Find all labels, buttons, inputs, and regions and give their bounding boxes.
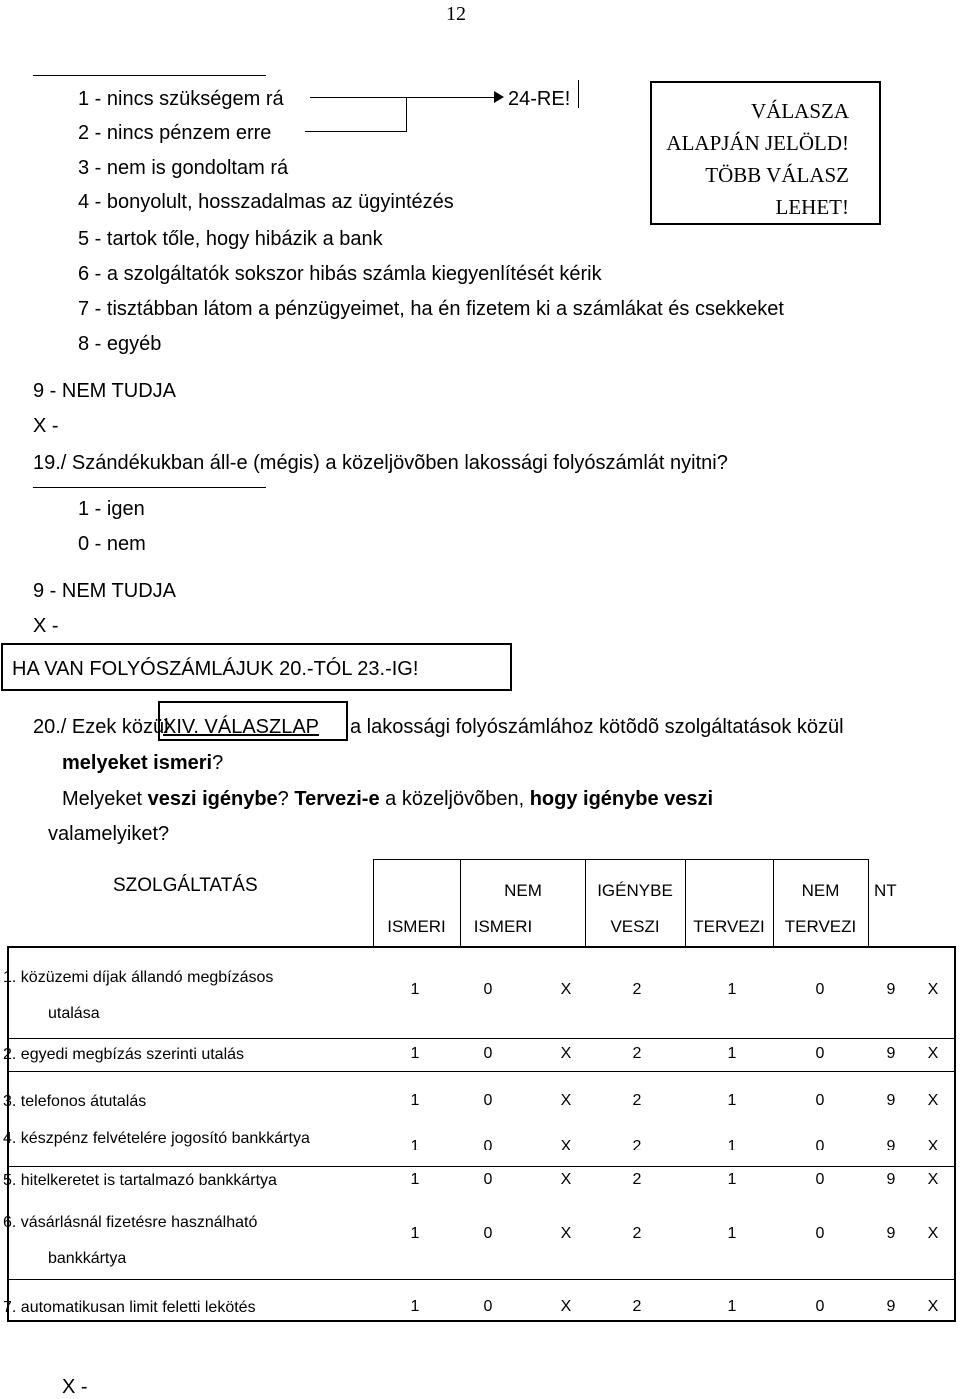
q19-x-label: X - xyxy=(33,615,59,637)
row-3-label xyxy=(3,1092,146,1112)
arrow-right-icon xyxy=(494,91,504,103)
row-3-num: 3. xyxy=(3,1093,17,1110)
row-divider xyxy=(7,1166,956,1167)
rule xyxy=(33,75,266,76)
table-rule xyxy=(373,859,869,860)
header-tervezi-2: TERVEZI xyxy=(784,917,857,936)
row-4-num: 4. xyxy=(3,1130,17,1147)
header-ismeri-2: ISMERI xyxy=(473,917,533,936)
dont-know-option: 9 - NEM TUDJA xyxy=(33,380,176,402)
header-nem-2: NEM xyxy=(801,881,840,900)
row-3-text: telefonos átutalás xyxy=(20,1093,147,1110)
page-number: 12 xyxy=(446,3,466,25)
question-19: 19./ Szándékukban áll-e (mégis) a közeljövõben lakossági folyószámlát nyitni? xyxy=(33,452,728,474)
table-rule xyxy=(868,859,869,947)
row-divider xyxy=(7,1071,956,1072)
row-7-label xyxy=(3,1298,256,1318)
row-divider xyxy=(7,1038,956,1039)
row-4-codes-clip: 1 0 X 2 1 0 9 X xyxy=(410,1138,939,1150)
option-5: 5 - tartok tőle, hogy hibázik a bank xyxy=(78,228,383,250)
header-igenybe: IGÉNYBE xyxy=(597,881,673,900)
connector-line xyxy=(310,97,496,98)
rule xyxy=(578,80,579,108)
x-label: X - xyxy=(33,415,59,437)
option-7: 7 - tisztábban látom a pénzügyeimet, ha én fizetem ki a számlákat és csekkeket xyxy=(78,298,784,320)
row-2-num: 2. xyxy=(3,1046,17,1063)
row-7-num: 7. xyxy=(3,1299,17,1316)
option-2: 2 - nincs pénzem erre xyxy=(78,122,272,144)
option-6: 6 - a szolgáltatók sokszor hibás számla kiegyenlítését kérik xyxy=(78,263,602,285)
q20-qmark: ? xyxy=(212,752,224,774)
q20-l3c: ? xyxy=(277,788,289,810)
row-1-num: 1. xyxy=(3,969,17,986)
q20-known-bold: melyeket ismeri xyxy=(62,752,213,774)
row-1-text-1: közüzemi díjak állandó megbízásos xyxy=(20,969,274,986)
goto-label: 24-RE! xyxy=(508,88,571,110)
option-1: 1 - nincs szükségem rá xyxy=(78,88,284,110)
instruction-line-1: VÁLASZA xyxy=(751,99,849,123)
option-4: 4 - bonyolult, hosszadalmas az ügyintézés xyxy=(78,191,454,213)
instruction-line-4: LEHET! xyxy=(775,195,849,219)
instruction-line-2: ALAPJÁN JELÖLD! xyxy=(666,131,849,155)
q20-l3b: veszi igénybe xyxy=(147,788,278,810)
row-4-label xyxy=(3,1129,310,1149)
row-1-label xyxy=(3,968,273,988)
q20-l3e: a közeljövõben, xyxy=(385,788,525,810)
row-6-text-2: bankkártya xyxy=(48,1250,127,1267)
q19-option-yes: 1 - igen xyxy=(78,498,145,520)
footer-x-label: X - xyxy=(62,1376,88,1398)
instruction-box xyxy=(650,81,881,225)
q19-dont-know: 9 - NEM TUDJA xyxy=(33,580,176,602)
question-20-lead: 20./ Ezek közül xyxy=(33,716,169,738)
row-5-num: 5. xyxy=(3,1172,17,1189)
row-6-num: 6. xyxy=(3,1214,17,1231)
q20-l3f: hogy igénybe veszi xyxy=(529,788,714,810)
row-2-label xyxy=(3,1045,244,1065)
row-divider xyxy=(7,1279,956,1280)
q20-line4: valamelyiket? xyxy=(48,823,170,845)
filter-text: HA VAN FOLYÓSZÁMLÁJUK 20.-TÓL 23.-IG! xyxy=(12,658,419,680)
q20-l3a: Melyeket xyxy=(62,788,143,810)
row-4-text: készpénz felvételére jogosító bankkártya xyxy=(20,1130,310,1147)
row-5-label xyxy=(3,1171,277,1191)
row-1-text-2: utalása xyxy=(48,1005,100,1022)
card-box-label: XIV. VÁLASZLAP xyxy=(163,716,320,738)
q19-option-no: 0 - nem xyxy=(78,533,146,555)
question-20-rest: a lakossági folyószámlához kötõdõ szolgáltatások közül xyxy=(350,716,844,738)
rule xyxy=(33,487,266,488)
row-5-text: hitelkeretet is tartalmazó bankkártya xyxy=(20,1172,277,1189)
filter-box xyxy=(1,643,512,691)
instruction-line-3: TÖBB VÁLASZ xyxy=(705,163,849,187)
connector-line xyxy=(406,97,407,132)
header-veszi: VESZI xyxy=(610,917,660,936)
row-7-text: automatikusan limit feletti lekötés xyxy=(20,1299,256,1316)
row-2-text: egyedi megbízás szerinti utalás xyxy=(20,1046,245,1063)
header-nem-1: NEM xyxy=(504,881,542,900)
option-3: 3 - nem is gondoltam rá xyxy=(78,157,289,179)
header-tervezi: TERVEZI xyxy=(693,917,765,936)
row-6-label xyxy=(3,1213,257,1233)
connector-line xyxy=(305,131,407,132)
header-ismeri: ISMERI xyxy=(387,917,446,936)
header-nt: NT xyxy=(874,881,897,900)
option-8: 8 - egyéb xyxy=(78,333,162,355)
row-6-text-1: vásárlásnál fizetésre használható xyxy=(20,1214,258,1231)
q20-l3d: Tervezi-e xyxy=(294,788,380,810)
header-service: SZOLGÁLTATÁS xyxy=(113,875,258,896)
